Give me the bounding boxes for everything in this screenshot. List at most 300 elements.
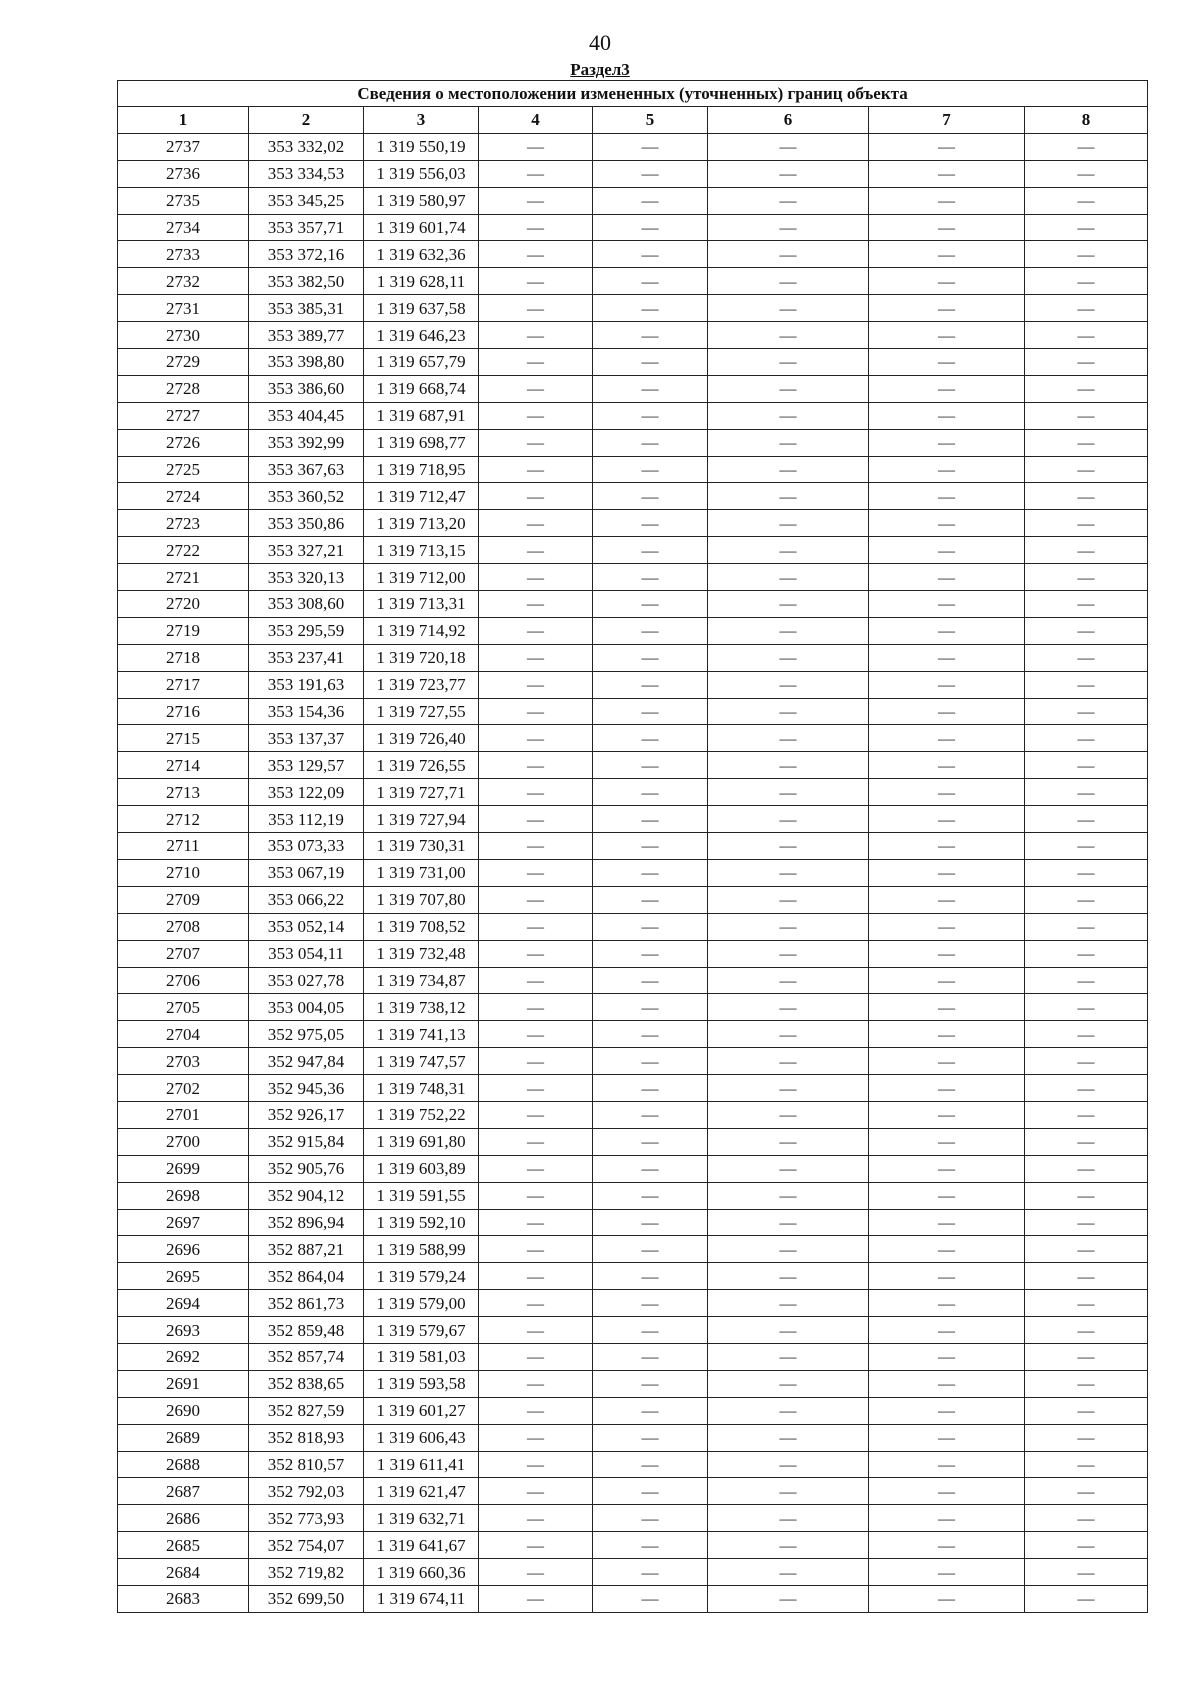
col8-value: — xyxy=(1025,1182,1148,1209)
col7-value: — xyxy=(869,1532,1025,1559)
col8-value: — xyxy=(1025,994,1148,1021)
y-coordinate: 1 319 718,95 xyxy=(364,456,479,483)
col8-value: — xyxy=(1025,375,1148,402)
x-coordinate: 352 947,84 xyxy=(249,1048,364,1075)
table-row xyxy=(118,859,1148,886)
col6-value: — xyxy=(708,402,869,429)
y-coordinate: 1 319 726,40 xyxy=(364,725,479,752)
col5-value: — xyxy=(593,214,708,241)
col5-value: — xyxy=(593,940,708,967)
col6-value: — xyxy=(708,752,869,779)
table-row xyxy=(118,617,1148,644)
col6-value: — xyxy=(708,913,869,940)
table-row xyxy=(118,967,1148,994)
col4-value: — xyxy=(479,725,593,752)
y-coordinate: 1 319 657,79 xyxy=(364,349,479,376)
x-coordinate: 352 792,03 xyxy=(249,1478,364,1505)
y-coordinate: 1 319 601,27 xyxy=(364,1397,479,1424)
point-number: 2737 xyxy=(118,133,249,160)
col6-value: — xyxy=(708,1290,869,1317)
y-coordinate: 1 319 641,67 xyxy=(364,1532,479,1559)
point-number: 2718 xyxy=(118,644,249,671)
col5-value: — xyxy=(593,187,708,214)
col6-value: — xyxy=(708,187,869,214)
point-number: 2710 xyxy=(118,859,249,886)
col7-value: — xyxy=(869,1128,1025,1155)
point-number: 2692 xyxy=(118,1343,249,1370)
col7-value: — xyxy=(869,806,1025,833)
col6-value: — xyxy=(708,1585,869,1612)
point-number: 2727 xyxy=(118,402,249,429)
point-number: 2695 xyxy=(118,1263,249,1290)
col7-value: — xyxy=(869,402,1025,429)
table-body xyxy=(118,133,1148,1612)
col6-value: — xyxy=(708,1209,869,1236)
point-number: 2691 xyxy=(118,1370,249,1397)
col7-value: — xyxy=(869,779,1025,806)
y-coordinate: 1 319 579,67 xyxy=(364,1317,479,1344)
col8-value: — xyxy=(1025,1021,1148,1048)
section-label: Раздел3 xyxy=(570,60,630,79)
col8-value: — xyxy=(1025,214,1148,241)
x-coordinate: 353 345,25 xyxy=(249,187,364,214)
table-row xyxy=(118,429,1148,456)
col4-value: — xyxy=(479,1021,593,1048)
col7-value: — xyxy=(869,1397,1025,1424)
col5-value: — xyxy=(593,725,708,752)
col5-value: — xyxy=(593,1209,708,1236)
col5-value: — xyxy=(593,1048,708,1075)
col8-value: — xyxy=(1025,1451,1148,1478)
table-row xyxy=(118,1317,1148,1344)
table-row xyxy=(118,241,1148,268)
col6-value: — xyxy=(708,1505,869,1532)
y-coordinate: 1 319 580,97 xyxy=(364,187,479,214)
x-coordinate: 352 904,12 xyxy=(249,1182,364,1209)
point-number: 2720 xyxy=(118,591,249,618)
col4-value: — xyxy=(479,322,593,349)
table-row xyxy=(118,1182,1148,1209)
y-coordinate: 1 319 593,58 xyxy=(364,1370,479,1397)
col6-value: — xyxy=(708,1317,869,1344)
col5-value: — xyxy=(593,1424,708,1451)
table-row xyxy=(118,1451,1148,1478)
col4-value: — xyxy=(479,913,593,940)
col4-value: — xyxy=(479,214,593,241)
col6-value: — xyxy=(708,671,869,698)
col5-value: — xyxy=(593,1478,708,1505)
col8-value: — xyxy=(1025,725,1148,752)
col5-value: — xyxy=(593,295,708,322)
y-coordinate: 1 319 727,94 xyxy=(364,806,479,833)
col4-value: — xyxy=(479,1155,593,1182)
table-row xyxy=(118,671,1148,698)
col7-value: — xyxy=(869,1370,1025,1397)
col5-value: — xyxy=(593,1263,708,1290)
col8-value: — xyxy=(1025,1343,1148,1370)
col7-value: — xyxy=(869,349,1025,376)
column-header-4: 4 xyxy=(479,107,593,134)
col7-value: — xyxy=(869,994,1025,1021)
col4-value: — xyxy=(479,1317,593,1344)
table-row xyxy=(118,268,1148,295)
point-number: 2686 xyxy=(118,1505,249,1532)
x-coordinate: 353 066,22 xyxy=(249,886,364,913)
col4-value: — xyxy=(479,1182,593,1209)
point-number: 2723 xyxy=(118,510,249,537)
col7-value: — xyxy=(869,1478,1025,1505)
point-number: 2705 xyxy=(118,994,249,1021)
col4-value: — xyxy=(479,779,593,806)
point-number: 2721 xyxy=(118,564,249,591)
x-coordinate: 352 945,36 xyxy=(249,1075,364,1102)
col7-value: — xyxy=(869,1155,1025,1182)
table-row xyxy=(118,1101,1148,1128)
table-row xyxy=(118,1478,1148,1505)
point-number: 2714 xyxy=(118,752,249,779)
col8-value: — xyxy=(1025,1128,1148,1155)
col6-value: — xyxy=(708,967,869,994)
point-number: 2701 xyxy=(118,1101,249,1128)
col6-value: — xyxy=(708,1101,869,1128)
col6-value: — xyxy=(708,833,869,860)
y-coordinate: 1 319 606,43 xyxy=(364,1424,479,1451)
col5-value: — xyxy=(593,806,708,833)
col5-value: — xyxy=(593,1585,708,1612)
point-number: 2731 xyxy=(118,295,249,322)
col4-value: — xyxy=(479,295,593,322)
y-coordinate: 1 319 727,71 xyxy=(364,779,479,806)
col5-value: — xyxy=(593,1343,708,1370)
col7-value: — xyxy=(869,456,1025,483)
y-coordinate: 1 319 588,99 xyxy=(364,1236,479,1263)
col7-value: — xyxy=(869,698,1025,725)
col8-value: — xyxy=(1025,1317,1148,1344)
column-header-6: 6 xyxy=(708,107,869,134)
y-coordinate: 1 319 748,31 xyxy=(364,1075,479,1102)
col6-value: — xyxy=(708,1075,869,1102)
y-coordinate: 1 319 720,18 xyxy=(364,644,479,671)
y-coordinate: 1 319 707,80 xyxy=(364,886,479,913)
col7-value: — xyxy=(869,859,1025,886)
col5-value: — xyxy=(593,483,708,510)
col5-value: — xyxy=(593,1397,708,1424)
point-number: 2708 xyxy=(118,913,249,940)
col6-value: — xyxy=(708,1128,869,1155)
y-coordinate: 1 319 601,74 xyxy=(364,214,479,241)
y-coordinate: 1 319 592,10 xyxy=(364,1209,479,1236)
table-row xyxy=(118,1397,1148,1424)
col8-value: — xyxy=(1025,1101,1148,1128)
col4-value: — xyxy=(479,1101,593,1128)
col6-value: — xyxy=(708,1451,869,1478)
x-coordinate: 353 295,59 xyxy=(249,617,364,644)
col5-value: — xyxy=(593,1128,708,1155)
col4-value: — xyxy=(479,349,593,376)
col7-value: — xyxy=(869,725,1025,752)
point-number: 2699 xyxy=(118,1155,249,1182)
table-row xyxy=(118,1128,1148,1155)
point-number: 2724 xyxy=(118,483,249,510)
y-coordinate: 1 319 712,47 xyxy=(364,483,479,510)
x-coordinate: 353 404,45 xyxy=(249,402,364,429)
y-coordinate: 1 319 579,00 xyxy=(364,1290,479,1317)
col8-value: — xyxy=(1025,349,1148,376)
x-coordinate: 353 367,63 xyxy=(249,456,364,483)
col7-value: — xyxy=(869,375,1025,402)
point-number: 2687 xyxy=(118,1478,249,1505)
col7-value: — xyxy=(869,510,1025,537)
y-coordinate: 1 319 713,15 xyxy=(364,537,479,564)
x-coordinate: 352 810,57 xyxy=(249,1451,364,1478)
table-row xyxy=(118,940,1148,967)
col7-value: — xyxy=(869,1182,1025,1209)
x-coordinate: 353 392,99 xyxy=(249,429,364,456)
col8-value: — xyxy=(1025,671,1148,698)
table-row xyxy=(118,1155,1148,1182)
col4-value: — xyxy=(479,133,593,160)
col4-value: — xyxy=(479,1209,593,1236)
point-number: 2733 xyxy=(118,241,249,268)
col4-value: — xyxy=(479,617,593,644)
col5-value: — xyxy=(593,429,708,456)
point-number: 2704 xyxy=(118,1021,249,1048)
col7-value: — xyxy=(869,537,1025,564)
col5-value: — xyxy=(593,1101,708,1128)
col5-value: — xyxy=(593,322,708,349)
col7-value: — xyxy=(869,1317,1025,1344)
col6-value: — xyxy=(708,617,869,644)
col8-value: — xyxy=(1025,564,1148,591)
x-coordinate: 352 859,48 xyxy=(249,1317,364,1344)
table-row xyxy=(118,402,1148,429)
x-coordinate: 352 926,17 xyxy=(249,1101,364,1128)
y-coordinate: 1 319 698,77 xyxy=(364,429,479,456)
x-coordinate: 352 754,07 xyxy=(249,1532,364,1559)
point-number: 2696 xyxy=(118,1236,249,1263)
col5-value: — xyxy=(593,779,708,806)
x-coordinate: 353 073,33 xyxy=(249,833,364,860)
col6-value: — xyxy=(708,1397,869,1424)
col8-value: — xyxy=(1025,833,1148,860)
col4-value: — xyxy=(479,1478,593,1505)
col6-value: — xyxy=(708,375,869,402)
table-row xyxy=(118,752,1148,779)
table-row xyxy=(118,456,1148,483)
col5-value: — xyxy=(593,1370,708,1397)
table-row xyxy=(118,187,1148,214)
col8-value: — xyxy=(1025,187,1148,214)
point-number: 2713 xyxy=(118,779,249,806)
y-coordinate: 1 319 712,00 xyxy=(364,564,479,591)
col5-value: — xyxy=(593,1182,708,1209)
col7-value: — xyxy=(869,833,1025,860)
y-coordinate: 1 319 632,71 xyxy=(364,1505,479,1532)
col5-value: — xyxy=(593,617,708,644)
col6-value: — xyxy=(708,214,869,241)
column-header-3: 3 xyxy=(364,107,479,134)
col5-value: — xyxy=(593,564,708,591)
col5-value: — xyxy=(593,133,708,160)
col6-value: — xyxy=(708,698,869,725)
x-coordinate: 352 864,04 xyxy=(249,1263,364,1290)
table-row xyxy=(118,886,1148,913)
col6-value: — xyxy=(708,1343,869,1370)
col6-value: — xyxy=(708,1048,869,1075)
col4-value: — xyxy=(479,940,593,967)
col5-value: — xyxy=(593,752,708,779)
col4-value: — xyxy=(479,483,593,510)
point-number: 2697 xyxy=(118,1209,249,1236)
col7-value: — xyxy=(869,268,1025,295)
col7-value: — xyxy=(869,1585,1025,1612)
col5-value: — xyxy=(593,698,708,725)
col5-value: — xyxy=(593,1532,708,1559)
y-coordinate: 1 319 726,55 xyxy=(364,752,479,779)
x-coordinate: 352 857,74 xyxy=(249,1343,364,1370)
col7-value: — xyxy=(869,1505,1025,1532)
table-row xyxy=(118,913,1148,940)
y-coordinate: 1 319 713,31 xyxy=(364,591,479,618)
col8-value: — xyxy=(1025,456,1148,483)
col6-value: — xyxy=(708,564,869,591)
col6-value: — xyxy=(708,1370,869,1397)
x-coordinate: 352 719,82 xyxy=(249,1559,364,1586)
col8-value: — xyxy=(1025,967,1148,994)
y-coordinate: 1 319 556,03 xyxy=(364,160,479,187)
col4-value: — xyxy=(479,994,593,1021)
col5-value: — xyxy=(593,913,708,940)
x-coordinate: 353 154,36 xyxy=(249,698,364,725)
col8-value: — xyxy=(1025,133,1148,160)
col7-value: — xyxy=(869,617,1025,644)
col8-value: — xyxy=(1025,1155,1148,1182)
col6-value: — xyxy=(708,429,869,456)
y-coordinate: 1 319 714,92 xyxy=(364,617,479,644)
col7-value: — xyxy=(869,1424,1025,1451)
col7-value: — xyxy=(869,1075,1025,1102)
y-coordinate: 1 319 732,48 xyxy=(364,940,479,967)
col8-value: — xyxy=(1025,1075,1148,1102)
col8-value: — xyxy=(1025,295,1148,322)
x-coordinate: 353 360,52 xyxy=(249,483,364,510)
col8-value: — xyxy=(1025,1209,1148,1236)
col6-value: — xyxy=(708,160,869,187)
point-number: 2689 xyxy=(118,1424,249,1451)
col6-value: — xyxy=(708,1532,869,1559)
coordinates-table xyxy=(117,80,1148,1613)
x-coordinate: 353 129,57 xyxy=(249,752,364,779)
x-coordinate: 353 320,13 xyxy=(249,564,364,591)
y-coordinate: 1 319 727,55 xyxy=(364,698,479,725)
x-coordinate: 352 699,50 xyxy=(249,1585,364,1612)
col8-value: — xyxy=(1025,806,1148,833)
point-number: 2728 xyxy=(118,375,249,402)
y-coordinate: 1 319 674,11 xyxy=(364,1585,479,1612)
x-coordinate: 353 308,60 xyxy=(249,591,364,618)
col6-value: — xyxy=(708,886,869,913)
col5-value: — xyxy=(593,268,708,295)
y-coordinate: 1 319 632,36 xyxy=(364,241,479,268)
point-number: 2712 xyxy=(118,806,249,833)
column-header-5: 5 xyxy=(593,107,708,134)
y-coordinate: 1 319 579,24 xyxy=(364,1263,479,1290)
x-coordinate: 353 027,78 xyxy=(249,967,364,994)
table-row xyxy=(118,483,1148,510)
x-coordinate: 353 334,53 xyxy=(249,160,364,187)
col8-value: — xyxy=(1025,1236,1148,1263)
table-row xyxy=(118,1209,1148,1236)
y-coordinate: 1 319 738,12 xyxy=(364,994,479,1021)
col6-value: — xyxy=(708,295,869,322)
col5-value: — xyxy=(593,671,708,698)
col5-value: — xyxy=(593,833,708,860)
col6-value: — xyxy=(708,1236,869,1263)
table-row xyxy=(118,133,1148,160)
col7-value: — xyxy=(869,1209,1025,1236)
col5-value: — xyxy=(593,1021,708,1048)
col5-value: — xyxy=(593,1155,708,1182)
table-row xyxy=(118,1532,1148,1559)
col8-value: — xyxy=(1025,752,1148,779)
x-coordinate: 352 861,73 xyxy=(249,1290,364,1317)
col7-value: — xyxy=(869,160,1025,187)
point-number: 2694 xyxy=(118,1290,249,1317)
col5-value: — xyxy=(593,160,708,187)
x-coordinate: 352 896,94 xyxy=(249,1209,364,1236)
col8-value: — xyxy=(1025,859,1148,886)
table-row xyxy=(118,510,1148,537)
table-row xyxy=(118,295,1148,322)
y-coordinate: 1 319 603,89 xyxy=(364,1155,479,1182)
col6-value: — xyxy=(708,483,869,510)
col5-value: — xyxy=(593,375,708,402)
col6-value: — xyxy=(708,456,869,483)
table-row xyxy=(118,833,1148,860)
col6-value: — xyxy=(708,1424,869,1451)
col7-value: — xyxy=(869,1101,1025,1128)
col8-value: — xyxy=(1025,322,1148,349)
column-header-7: 7 xyxy=(869,107,1025,134)
col6-value: — xyxy=(708,644,869,671)
col8-value: — xyxy=(1025,160,1148,187)
col6-value: — xyxy=(708,1263,869,1290)
col8-value: — xyxy=(1025,268,1148,295)
x-coordinate: 352 838,65 xyxy=(249,1370,364,1397)
col8-value: — xyxy=(1025,1585,1148,1612)
col4-value: — xyxy=(479,1424,593,1451)
table-row xyxy=(118,349,1148,376)
x-coordinate: 353 327,21 xyxy=(249,537,364,564)
y-coordinate: 1 319 730,31 xyxy=(364,833,479,860)
col6-value: — xyxy=(708,510,869,537)
point-number: 2729 xyxy=(118,349,249,376)
col7-value: — xyxy=(869,1048,1025,1075)
y-coordinate: 1 319 687,91 xyxy=(364,402,479,429)
col4-value: — xyxy=(479,752,593,779)
y-coordinate: 1 319 668,74 xyxy=(364,375,479,402)
col5-value: — xyxy=(593,349,708,376)
col7-value: — xyxy=(869,295,1025,322)
point-number: 2706 xyxy=(118,967,249,994)
y-coordinate: 1 319 611,41 xyxy=(364,1451,479,1478)
col4-value: — xyxy=(479,1585,593,1612)
point-number: 2693 xyxy=(118,1317,249,1344)
x-coordinate: 353 385,31 xyxy=(249,295,364,322)
table-row xyxy=(118,160,1148,187)
col7-value: — xyxy=(869,886,1025,913)
point-number: 2683 xyxy=(118,1585,249,1612)
